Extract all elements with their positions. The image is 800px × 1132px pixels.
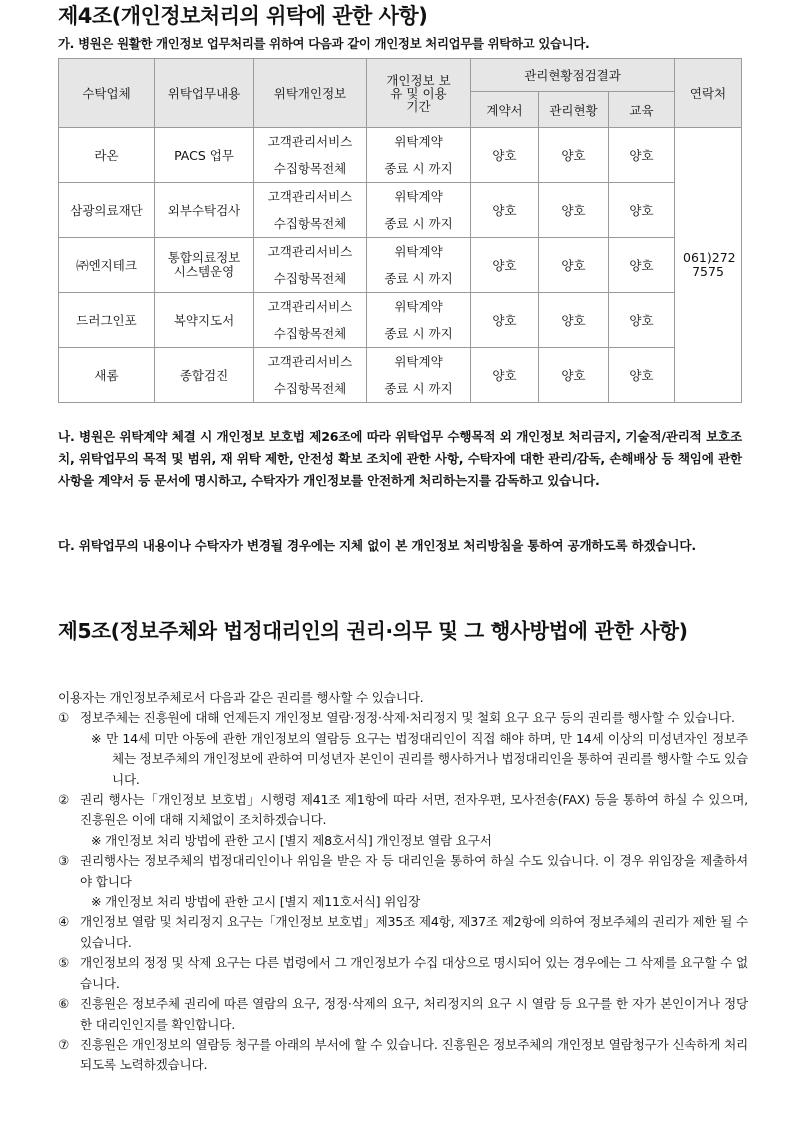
cell-retention-line1: 위탁계약 xyxy=(394,354,443,369)
cell-task: 복약지도서 xyxy=(155,293,254,348)
item-number: ③ xyxy=(58,853,70,869)
list-item xyxy=(58,953,748,994)
cell-retention xyxy=(367,293,471,348)
table-row xyxy=(59,183,742,238)
cell-education: 양호 xyxy=(609,293,675,348)
header-contact: 연락처 xyxy=(675,59,742,128)
item-number: ⑦ xyxy=(58,1036,70,1052)
cell-retention-line2: 종료 시 까지 xyxy=(384,216,453,231)
cell-education: 양호 xyxy=(609,128,675,183)
header-retention: 개인정보 보유 및 이용기간 xyxy=(367,59,471,128)
cell-company: 라온 xyxy=(59,128,155,183)
cell-retention xyxy=(367,238,471,293)
header-company: 수탁업체 xyxy=(59,59,155,128)
cell-info-line1: 고객관리서비스 xyxy=(267,299,353,314)
cell-retention-line1: 위탁계약 xyxy=(394,299,443,314)
note-form8: ※ 개인정보 처리 방법에 관한 고시 [별지 제8호서식] 개인정보 열람 요구서 xyxy=(91,832,492,848)
cell-info xyxy=(254,293,367,348)
cell-education: 양호 xyxy=(609,238,675,293)
table-row xyxy=(59,238,742,293)
table-row xyxy=(59,128,742,183)
cell-info-line2: 수집항목전체 xyxy=(273,216,347,231)
cell-contract: 양호 xyxy=(471,183,539,238)
table-row xyxy=(59,293,742,348)
paragraph-na: 나. 병원은 위탁계약 체결 시 개인정보 보호법 제26조에 따라 위탁업무 수행목적 외 개인정보 처리금지, 기술적/관리적 보호조치, 위탁업무의 목적 및 범위, 재 위탁 제한, 안전성 확보 조치에 관한 사항, 수탁자에 대한 관리/감독, 손해배상 등 책임에 관한 사항을 계약서 등 문서에 명시하고, 수탁자가 개인정보를 안전하게 처리하는지를 감독하고 있습니다. xyxy=(58,429,742,488)
cell-contract: 양호 xyxy=(471,238,539,293)
cell-company: ㈜엔지테크 xyxy=(59,238,155,293)
item-text: 진흥원은 정보주체 권리에 따른 열람의 요구, 정정·삭제의 요구, 처리정지의 요구 시 열람 등 요구를 한 자가 본인이거나 정당한 대리인인지를 확인합니다. xyxy=(80,996,748,1032)
section4-subtitle-ga: 가. 병원은 원활한 개인정보 업무처리를 위하여 다음과 같이 개인정보 처리업무를 위탁하고 있습니다. xyxy=(58,36,590,51)
cell-info-line1: 고객관리서비스 xyxy=(267,244,353,259)
cell-retention xyxy=(367,128,471,183)
cell-retention xyxy=(367,348,471,403)
cell-retention-line2: 종료 시 까지 xyxy=(384,161,453,176)
cell-info-line2: 수집항목전체 xyxy=(273,271,347,286)
cell-info-line1: 고객관리서비스 xyxy=(267,354,353,369)
item-text: 진흥원은 개인정보의 열람등 청구를 아래의 부서에 할 수 있습니다. 진흥원은 정보주체의 개인정보 열람청구가 신속하게 처리되도록 노력하겠습니다. xyxy=(80,1036,748,1073)
item-number: ⑥ xyxy=(58,996,70,1012)
cell-info-line1: 고객관리서비스 xyxy=(267,134,353,149)
cell-info-line2: 수집항목전체 xyxy=(273,161,347,176)
table-row xyxy=(59,348,742,403)
cell-info xyxy=(254,238,367,293)
cell-retention-line2: 종료 시 까지 xyxy=(384,326,453,341)
cell-task: 외부수탁검사 xyxy=(155,183,254,238)
item-text: 정보주체는 진흥원에 대해 언제든지 개인정보 열람·정정·삭제·처리정지 및 철회 요구 요구 등의 권리를 행사할 수 있습니다. xyxy=(80,710,735,726)
cell-retention-line2: 종료 시 까지 xyxy=(384,271,453,286)
note-minor: ※ 만 14세 미만 아동에 관한 개인정보의 열람등 요구는 법정대리인이 직접 해야 하며, 만 14세 이상의 미성년자인 정보주체는 정보주체의 개인정보에 관하여 미성년자 본인이 권리를 행사하거나 법정대리인을 통하여 권리를 행사할 수도 있습니다. xyxy=(91,730,748,787)
section5-body xyxy=(58,688,748,1076)
item-number: ④ xyxy=(58,914,70,930)
list-item xyxy=(58,851,748,892)
item-text: 개인정보 열람 및 처리정지 요구는「개인정보 보호법」제35조 제4항, 제37조 제2항에 의하여 정보주체의 권리가 제한 될 수 있습니다. xyxy=(80,914,748,950)
header-info: 위탁개인정보 xyxy=(254,59,367,128)
cell-management: 양호 xyxy=(539,348,609,403)
list-item xyxy=(58,1035,748,1076)
cell-task: 통합의료정보 시스템운영 xyxy=(155,238,254,293)
cell-info-line2: 수집항목전체 xyxy=(273,326,347,341)
cell-education: 양호 xyxy=(609,183,675,238)
cell-info-line1: 고객관리서비스 xyxy=(267,189,353,204)
list-item xyxy=(58,708,748,728)
list-item xyxy=(58,790,748,831)
cell-contract: 양호 xyxy=(471,128,539,183)
cell-retention-line1: 위탁계약 xyxy=(394,134,443,149)
item-number: ① xyxy=(58,710,70,726)
cell-retention-line1: 위탁계약 xyxy=(394,189,443,204)
header-education: 교육 xyxy=(609,92,675,128)
cell-retention-line2: 종료 시 까지 xyxy=(384,381,453,396)
header-task: 위탁업무내용 xyxy=(155,59,254,128)
cell-task: PACS 업무 xyxy=(155,128,254,183)
cell-company: 삼광의료재단 xyxy=(59,183,155,238)
cell-contact: 061)272 7575 xyxy=(675,128,742,403)
cell-company: 드러그인포 xyxy=(59,293,155,348)
note-form11: ※ 개인정보 처리 방법에 관한 고시 [별지 제11호서식] 위임장 xyxy=(91,894,421,910)
trust-table xyxy=(58,58,742,403)
item-text: 개인정보의 정정 및 삭제 요구는 다른 법령에서 그 개인정보가 수집 대상으로 명시되어 있는 경우에는 그 삭제를 요구할 수 없습니다. xyxy=(80,955,748,991)
paragraph-da: 다. 위탁업무의 내용이나 수탁자가 변경될 경우에는 지체 없이 본 개인정보 처리방침을 통하여 공개하도록 하겠습니다. xyxy=(58,538,696,553)
item-number: ② xyxy=(58,792,70,808)
section5-title: 제5조(정보주체와 법정대리인의 권리·의무 및 그 행사방법에 관한 사항) xyxy=(58,619,688,643)
item-number: ⑤ xyxy=(58,955,70,971)
list-item xyxy=(58,994,748,1035)
cell-education: 양호 xyxy=(609,348,675,403)
cell-company: 새롬 xyxy=(59,348,155,403)
list-item xyxy=(58,912,748,953)
header-inspection: 관리현황점검결과 xyxy=(471,59,675,92)
cell-management: 양호 xyxy=(539,238,609,293)
cell-management: 양호 xyxy=(539,183,609,238)
cell-management: 양호 xyxy=(539,128,609,183)
table-header-row xyxy=(59,59,742,92)
section4-title: 제4조(개인정보처리의 위탁에 관한 사항) xyxy=(58,4,428,28)
header-management: 관리현황 xyxy=(539,92,609,128)
cell-contract: 양호 xyxy=(471,348,539,403)
cell-info xyxy=(254,183,367,238)
cell-info xyxy=(254,128,367,183)
cell-retention-line1: 위탁계약 xyxy=(394,244,443,259)
cell-info-line2: 수집항목전체 xyxy=(273,381,347,396)
cell-task: 종합검진 xyxy=(155,348,254,403)
header-contract: 계약서 xyxy=(471,92,539,128)
cell-contract: 양호 xyxy=(471,293,539,348)
item-text: 권리 행사는「개인정보 보호법」시행령 제41조 제1항에 따라 서면, 전자우편, 모사전송(FAX) 등을 통하여 하실 수 있으며, 진흥원은 이에 대해 지체없이 조치하겠습니다. xyxy=(80,792,748,828)
section5-intro: 이용자는 개인정보주체로서 다음과 같은 권리를 행사할 수 있습니다. xyxy=(58,690,424,705)
item-text: 권리행사는 정보주체의 법정대리인이나 위임을 받은 자 등 대리인을 통하여 하실 수도 있습니다. 이 경우 위임장을 제출하셔야 합니다 xyxy=(80,853,748,889)
cell-retention xyxy=(367,183,471,238)
cell-info xyxy=(254,348,367,403)
cell-management: 양호 xyxy=(539,293,609,348)
